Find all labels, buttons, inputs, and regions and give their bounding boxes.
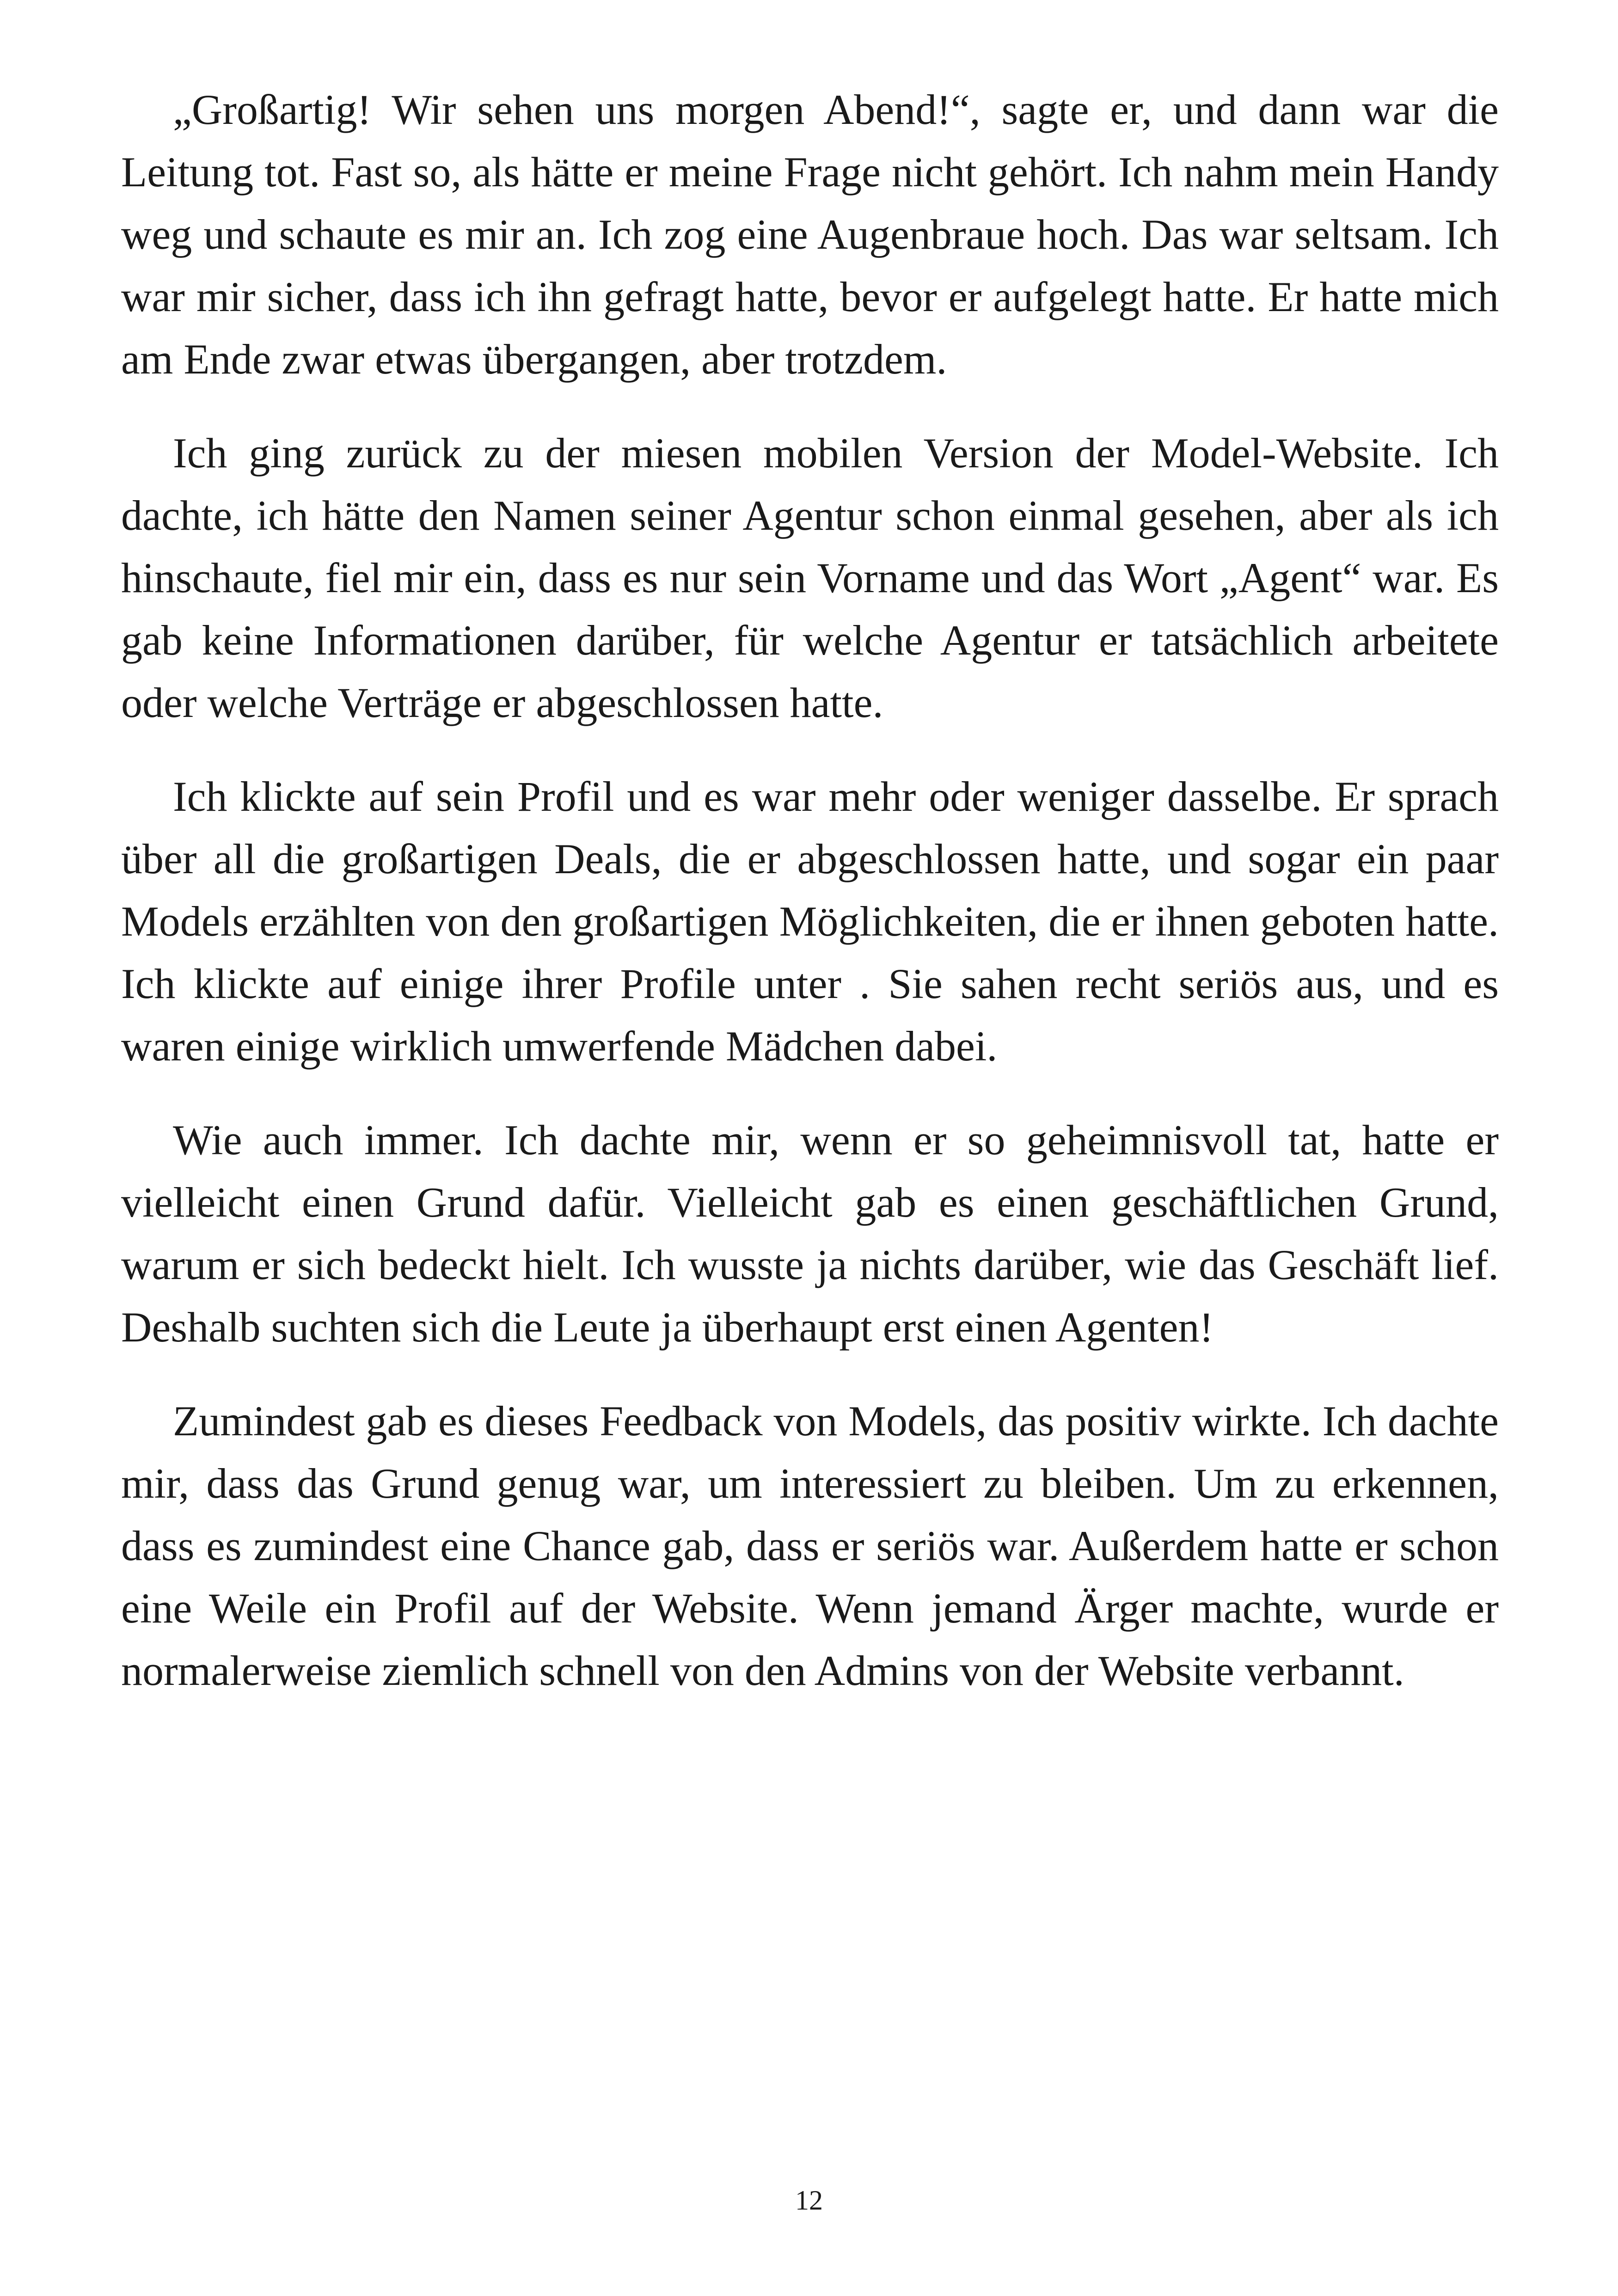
body-text <box>121 79 1499 1733</box>
paragraph-1: „Großartig! Wir sehen uns morgen Abend!“, sagte er, und dann war die Leitung tot. Fast so, als hätte er meine Frage nicht gehört. Ich nahm mein Handy weg und schaute es mir an. Ich zog eine Augenbraue hoch. Das war seltsam. Ich war mir sicher, dass ich ihn gefragt hatte, bevor er aufgelegt hatte. Er hatte mich am Ende zwar etwas übergangen, aber trotzdem. <box>121 86 1499 383</box>
paragraph-2: Ich ging zurück zu der miesen mobilen Version der Model-Website. Ich dachte, ich hätte den Namen seiner Agentur schon einmal gesehen, aber als ich hinschaute, fiel mir ein, dass es nur sein Vorname und das Wort „Agent“ war. Es gab keine Informationen darüber, für welche Agentur er tatsächlich arbeitete oder welche Verträge er abgeschlossen hatte. <box>121 429 1499 726</box>
paragraph-3: Ich klickte auf sein Profil und es war mehr oder weniger dasselbe. Er sprach über all die großartigen Deals, die er abgeschlossen hatte, und sogar ein paar Models erzählten von den großartigen Möglichkeiten, die er ihnen geboten hatte. Ich klickte auf einige ihrer Profile unter . Sie sahen recht seriös aus, und es waren einige wirklich umwerfende Mädchen dabei. <box>121 773 1499 1070</box>
paragraph-4: Wie auch immer. Ich dachte mir, wenn er so geheimnisvoll tat, hatte er vielleicht einen Grund dafür. Vielleicht gab es einen geschäftlichen Grund, warum er sich bedeckt hielt. Ich wusste ja nichts darüber, wie das Geschäft lief. Deshalb suchten sich die Leute ja überhaupt erst einen Agenten! <box>121 1116 1499 1351</box>
page-number: 12 <box>795 2185 823 2216</box>
paragraph-5: Zumindest gab es dieses Feedback von Models, das positiv wirkte. Ich dachte mir, dass das Grund genug war, um interessiert zu bleiben. Um zu erkennen, dass es zumindest eine Chance gab, dass er seriös war. Außerdem hatte er schon eine Weile ein Profil auf der Website. Wenn jemand Ärger machte, wurde er normalerweise ziemlich schnell von den Admins von der Website verbannt. <box>121 1397 1499 1694</box>
